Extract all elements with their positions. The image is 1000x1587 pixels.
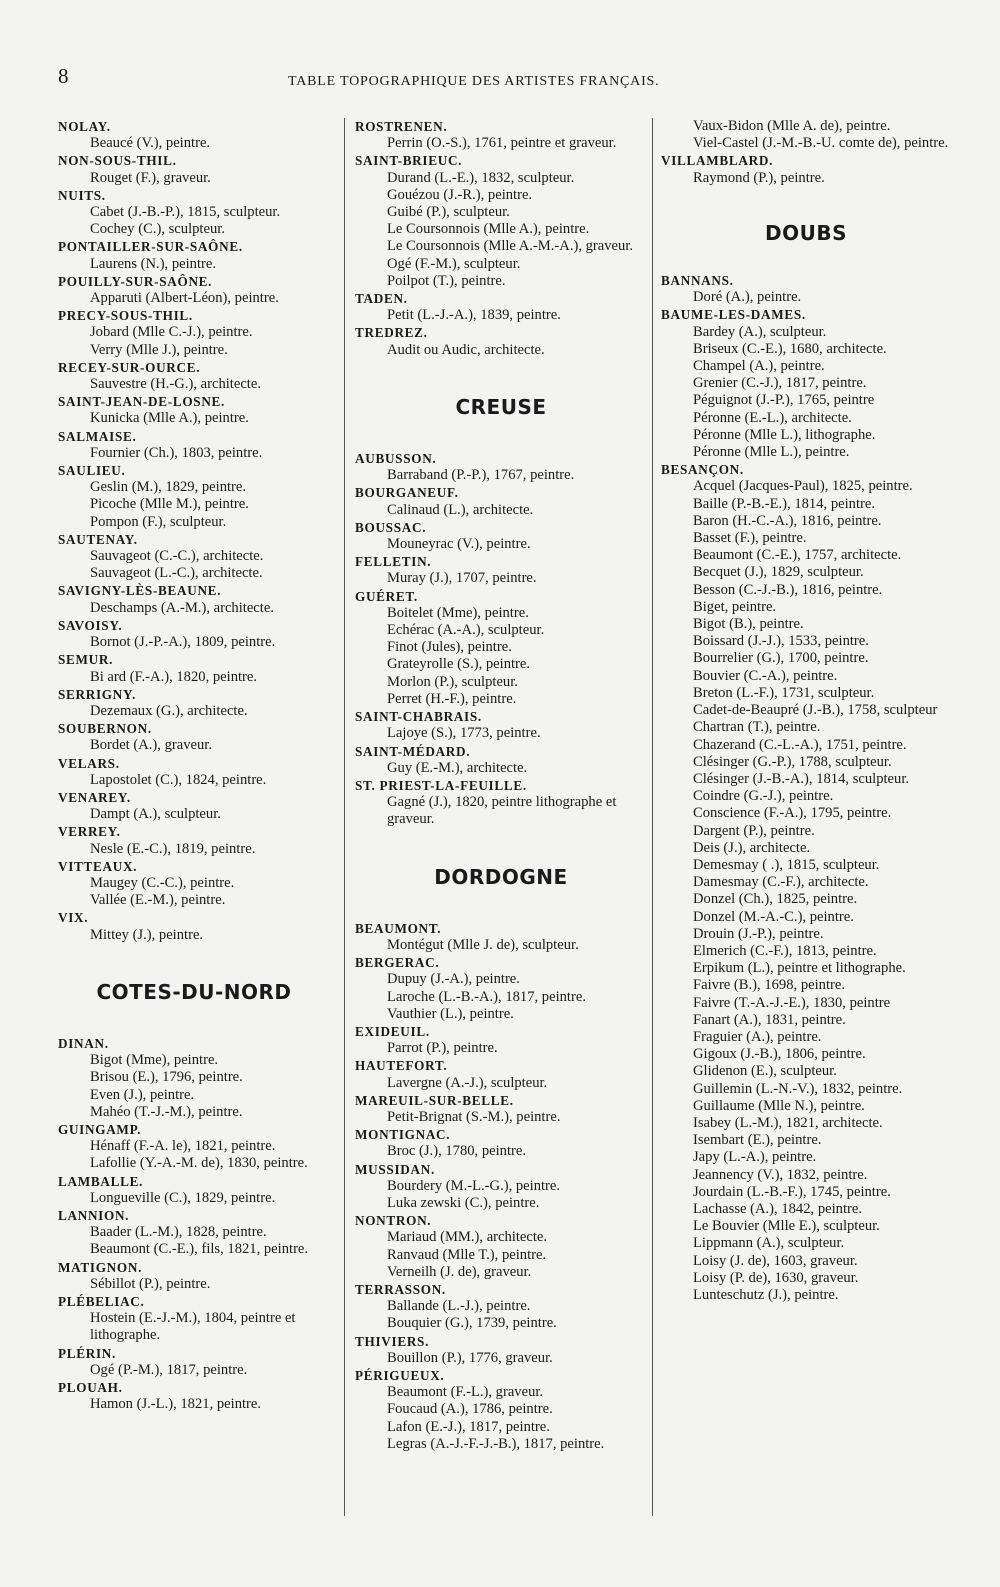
page-header <box>58 62 698 92</box>
column-2 <box>355 118 647 1453</box>
artist-entry: Luka zewski (C.), peintre. <box>387 1194 540 1211</box>
artist-entry: Brisou (E.), 1796, peintre. <box>90 1069 243 1086</box>
artist-entry: Dezemaux (G.), architecte. <box>90 702 248 719</box>
artist-entry: Perret (H.-F.), peintre. <box>387 690 517 707</box>
artist-entry: Bigot (Mme), peintre. <box>90 1052 219 1069</box>
running-title: TABLE TOPOGRAPHIQUE DES ARTISTES FRANÇAIS. <box>288 74 660 89</box>
artist-entry: Basset (F.), peintre. <box>693 530 807 547</box>
artist-entry: Péronne (Mlle L.), peintre. <box>693 444 850 461</box>
artist-entry: Montégut (Mlle J. de), sculpteur. <box>387 936 579 953</box>
artist-entry: Laroche (L.-B.-A.), 1817, peintre. <box>387 988 586 1005</box>
town-heading: GUÉRET. <box>355 588 418 604</box>
artist-entry: Broc (J.), 1780, peintre. <box>387 1143 527 1160</box>
artist-entry: Lapostolet (C.), 1824, peintre. <box>90 771 267 788</box>
town-heading: VITTEAUX. <box>58 858 138 874</box>
artist-entry: Boissard (J.-J.), 1533, peintre. <box>693 633 869 650</box>
town-heading: SAUTENAY. <box>58 531 138 547</box>
town-heading: SOUBERNON. <box>58 721 152 737</box>
town-heading: THIVIERS. <box>355 1333 430 1349</box>
artist-entry: Viel-Castel (J.-M.-B.-U. comte de), peintre. <box>693 135 949 152</box>
department-heading: COTES-DU-NORD <box>96 979 292 1004</box>
artist-entry: Echérac (A.-A.), sculpteur. <box>387 622 545 639</box>
artist-entry: Le Coursonnois (Mlle A.-M.-A.), graveur. <box>387 238 634 255</box>
town-heading: RECEY-SUR-OURCE. <box>58 359 201 375</box>
artist-entry: Hénaff (F.-A. le), 1821, peintre. <box>90 1138 276 1155</box>
town-heading: SAVIGNY-LÈS-BEAUNE. <box>58 583 222 599</box>
town-heading: VENAREY. <box>58 789 131 805</box>
artist-entry: Péronne (Mlle L.), lithographe. <box>693 426 876 443</box>
artist-entry: Isembart (E.), peintre. <box>693 1132 822 1149</box>
artist-entry: Besson (C.-J.-B.), 1816, peintre. <box>693 581 883 598</box>
artist-entry: Acquel (Jacques-Paul), 1825, peintre. <box>693 478 913 495</box>
artist-entry: Japy (L.-A.), peintre. <box>693 1149 817 1166</box>
artist-entry: Bordet (A.), graveur. <box>90 737 212 754</box>
town-heading: ST. PRIEST-LA-FEUILLE. <box>355 777 527 793</box>
artist-entry: Doré (A.), peintre. <box>693 289 802 306</box>
artist-entry: Dargent (P.), peintre. <box>693 822 815 839</box>
artist-entry: Clésinger (J.-B.-A.), 1814, sculpteur. <box>693 770 910 787</box>
town-heading: MUSSIDAN. <box>355 1161 435 1177</box>
artist-entry: Bouquier (G.), 1739, peintre. <box>387 1315 557 1332</box>
artist-entry: Durand (L.-E.), 1832, sculpteur. <box>387 169 575 186</box>
artist-entry: Cabet (J.-B.-P.), 1815, sculpteur. <box>90 204 281 221</box>
artist-entry: Fraguier (A.), peintre. <box>693 1028 822 1045</box>
town-heading: MAREUIL-SUR-BELLE. <box>355 1092 514 1108</box>
artist-entry: Elmerich (C.-F.), 1813, peintre. <box>693 942 877 959</box>
artist-entry: Hamon (J.-L.), 1821, peintre. <box>90 1396 262 1413</box>
artist-entry: Ogé (P.-M.), 1817, peintre. <box>90 1361 248 1378</box>
town-heading: BEAUMONT. <box>355 920 442 936</box>
town-heading: MATIGNON. <box>58 1259 143 1275</box>
artist-entry: Picoche (Mlle M.), peintre. <box>90 496 249 513</box>
town-heading: SALMAISE. <box>58 428 137 444</box>
town-heading: PRECY-SOUS-THIL. <box>58 308 193 324</box>
artist-entry: Dampt (A.), sculpteur. <box>90 806 221 823</box>
artist-entry: Vaux-Bidon (Mlle A. de), peintre. <box>693 118 891 134</box>
department-heading: DOUBS <box>765 220 847 245</box>
artist-entry: Conscience (F.-A.), 1795, peintre. <box>693 805 892 822</box>
artist-entry: Bigot (B.), peintre. <box>693 616 804 633</box>
artist-entry: Even (J.), peintre. <box>90 1086 195 1103</box>
town-heading: POUILLY-SUR-SAÔNE. <box>58 273 213 289</box>
town-heading: SAULIEU. <box>58 463 126 479</box>
column-3 <box>661 118 951 1304</box>
town-heading: VERREY. <box>58 824 121 840</box>
artist-entry: Drouin (J.-P.), peintre. <box>693 925 824 942</box>
artist-entry: Jeannency (V.), 1832, peintre. <box>693 1166 868 1183</box>
artist-entry: Baron (H.-C.-A.), 1816, peintre. <box>693 512 882 529</box>
town-heading: ROSTRENEN. <box>355 119 448 134</box>
artist-entry: Guillemin (L.-N.-V.), 1832, peintre. <box>693 1080 903 1097</box>
artist-entry: Lunteschutz (J.), peintre. <box>693 1287 839 1303</box>
artist-entry: Mouneyrac (V.), peintre. <box>387 536 531 553</box>
artist-entry: Morlon (P.), sculpteur. <box>387 673 518 690</box>
town-heading: VELARS. <box>58 755 120 771</box>
town-heading: SERRIGNY. <box>58 686 136 702</box>
artist-entry: Sébillot (P.), peintre. <box>90 1275 211 1292</box>
artist-entry: Ballande (L.-J.), peintre. <box>387 1298 531 1315</box>
town-heading: BERGERAC. <box>355 955 440 971</box>
artist-entry: Raymond (P.), peintre. <box>693 169 825 186</box>
artist-entry: Verneilh (J. de), graveur. <box>387 1263 532 1280</box>
artist-entry: Chartran (T.), peintre. <box>693 719 821 736</box>
artist-entry: Chazerand (C.-L.-A.), 1751, peintre. <box>693 736 907 753</box>
artist-entry: Beaucé (V.), peintre. <box>90 135 211 152</box>
town-heading: SAINT-JEAN-DE-LOSNE. <box>58 394 226 410</box>
town-heading: EXIDEUIL. <box>355 1023 430 1039</box>
artist-entry: Rouget (F.), graveur. <box>90 169 211 186</box>
artist-entry: Faivre (B.), 1698, peintre. <box>693 977 845 994</box>
artist-entry: Legras (A.-J.-F.-J.-B.), 1817, peintre. <box>387 1435 605 1452</box>
artist-entry: Deschamps (A.-M.), architecte. <box>90 599 274 616</box>
artist-entry: Calinaud (L.), architecte. <box>387 501 534 518</box>
town-heading: BAUME-LES-DAMES. <box>661 307 806 323</box>
column-rule <box>344 118 345 1516</box>
artist-entry: Vallée (E.-M.), peintre. <box>90 892 226 909</box>
town-heading: TADEN. <box>355 291 408 307</box>
artist-entry: Maugey (C.-C.), peintre. <box>90 874 235 891</box>
artist-entry: Bourrelier (G.), 1700, peintre. <box>693 650 869 667</box>
artist-entry: Hostein (E.-J.-M.), 1804, peintre et lithographe. <box>90 1310 296 1344</box>
town-heading: VIX. <box>58 910 89 926</box>
town-heading: PÉRIGUEUX. <box>355 1368 445 1383</box>
town-heading: GUINGAMP. <box>58 1121 142 1137</box>
artist-entry: Boitelet (Mme), peintre. <box>387 604 529 621</box>
artist-entry: Muray (J.), 1707, peintre. <box>387 570 537 587</box>
town-heading: LAMBALLE. <box>58 1173 144 1189</box>
artist-entry: Loisy (P. de), 1630, graveur. <box>693 1269 859 1286</box>
artist-entry: Le Bouvier (Mlle E.), sculpteur. <box>693 1218 880 1235</box>
town-heading: PLÉBELIAC. <box>58 1294 145 1309</box>
artist-entry: Damesmay (C.-F.), architecte. <box>693 874 869 891</box>
artist-entry: Bourdery (M.-L.-G.), peintre. <box>387 1177 561 1194</box>
town-heading: BANNANS. <box>661 273 734 289</box>
artist-entry: Laurens (N.), peintre. <box>90 255 217 272</box>
artist-entry: Pompon (F.), sculpteur. <box>90 513 227 530</box>
artist-entry: Bouillon (P.), 1776, graveur. <box>387 1349 553 1366</box>
artist-entry: Beaumont (C.-E.), fils, 1821, peintre. <box>90 1241 309 1258</box>
artist-entry: Gigoux (J.-B.), 1806, peintre. <box>693 1046 866 1063</box>
artist-entry: Lajoye (S.), 1773, peintre. <box>387 725 541 742</box>
column-1 <box>58 118 330 1413</box>
town-heading: BESANÇON. <box>661 462 744 478</box>
artist-entry: Péguignot (J.-P.), 1765, peintre <box>693 392 875 409</box>
town-heading: NOLAY. <box>58 119 111 134</box>
artist-entry: Guy (E.-M.), architecte. <box>387 759 528 776</box>
artist-entry: Dupuy (J.-A.), peintre. <box>387 971 520 988</box>
town-heading: NONTRON. <box>355 1213 432 1229</box>
artist-entry: Kunicka (Mlle A.), peintre. <box>90 410 249 427</box>
artist-entry: Péronne (E.-L.), architecte. <box>693 409 852 426</box>
artist-entry: Finot (Jules), peintre. <box>387 639 512 656</box>
artist-entry: Sauvageot (C.-C.), architecte. <box>90 548 264 565</box>
artist-entry: Baader (L.-M.), 1828, peintre. <box>90 1224 267 1241</box>
artist-entry: Verry (Mlle J.), peintre. <box>90 341 228 358</box>
department-heading: DORDOGNE <box>434 864 568 889</box>
town-heading: HAUTEFORT. <box>355 1058 448 1074</box>
artist-entry: Breton (L.-F.), 1731, sculpteur. <box>693 684 875 701</box>
artist-entry: Faivre (T.-A.-J.-E.), 1830, peintre <box>693 994 891 1011</box>
artist-entry: Lachasse (A.), 1842, peintre. <box>693 1200 862 1217</box>
town-heading: AUBUSSON. <box>355 451 437 467</box>
artist-entry: Nesle (E.-C.), 1819, peintre. <box>90 840 256 857</box>
artist-entry: Petit (L.-J.-A.), 1839, peintre. <box>387 307 561 324</box>
artist-entry: Ranvaud (Mlle T.), peintre. <box>387 1246 547 1263</box>
artist-entry: Erpikum (L.), peintre et lithographe. <box>693 960 906 977</box>
town-heading: DINAN. <box>58 1035 109 1051</box>
artist-entry: Apparuti (Albert-Léon), peintre. <box>90 290 279 307</box>
artist-entry: Mahéo (T.-J.-M.), peintre. <box>90 1103 243 1120</box>
artist-entry: Longueville (C.), 1829, peintre. <box>90 1189 276 1206</box>
town-heading: LANNION. <box>58 1207 130 1223</box>
town-heading: SEMUR. <box>58 652 114 668</box>
town-heading: FELLETIN. <box>355 554 432 570</box>
artist-entry: Grenier (C.-J.), 1817, peintre. <box>693 375 867 392</box>
column-rule <box>652 118 653 1516</box>
artist-entry: Guibé (P.), sculpteur. <box>387 204 510 221</box>
artist-entry: Gagné (J.), 1820, peintre lithographe et graveur. <box>387 794 617 828</box>
town-heading: SAINT-BRIEUC. <box>355 153 463 169</box>
artist-entry: Cochey (C.), sculpteur. <box>90 221 225 238</box>
artist-entry: Loisy (J. de), 1603, graveur. <box>693 1252 858 1269</box>
artist-entry: Guillaume (Mlle N.), peintre. <box>693 1097 865 1114</box>
artist-entry: Isabey (L.-M.), 1821, architecte. <box>693 1114 883 1131</box>
artist-entry: Beaumont (F.-L.), graveur. <box>387 1384 544 1401</box>
artist-entry: Bouvier (C.-A.), peintre. <box>693 667 838 684</box>
artist-entry: Champel (A.), peintre. <box>693 358 825 375</box>
town-heading: PLÉRIN. <box>58 1345 117 1361</box>
artist-entry: Lafon (E.-J.), 1817, peintre. <box>387 1418 550 1435</box>
artist-entry: Donzel (Ch.), 1825, peintre. <box>693 891 858 908</box>
artist-entry: Foucaud (A.), 1786, peintre. <box>387 1401 553 1418</box>
artist-entry: Baille (P.-B.-E.), 1814, peintre. <box>693 495 875 512</box>
town-heading: TREDREZ. <box>355 325 428 341</box>
artist-entry: Cadet-de-Beaupré (J.-B.), 1758, sculpteur <box>693 702 938 719</box>
artist-entry: Le Coursonnois (Mlle A.), peintre. <box>387 221 590 238</box>
artist-entry: Lippmann (A.), sculpteur. <box>693 1235 845 1252</box>
artist-entry: Bi ard (F.-A.), 1820, peintre. <box>90 668 258 685</box>
town-heading: NUITS. <box>58 187 106 203</box>
town-heading: SAVOISY. <box>58 617 123 633</box>
artist-entry: Coindre (G.-J.), peintre. <box>693 788 834 805</box>
artist-entry: Fanart (A.), 1831, peintre. <box>693 1011 846 1028</box>
artist-entry: Gouézou (J.-R.), peintre. <box>387 186 533 203</box>
artist-entry: Bardey (A.), sculpteur. <box>693 323 827 340</box>
artist-entry: Glidenon (E.), sculpteur. <box>693 1063 837 1080</box>
artist-entry: Perrin (O.-S.), 1761, peintre et graveur. <box>387 135 617 152</box>
artist-entry: Deis (J.), architecte. <box>693 839 811 856</box>
artist-entry: Lafollie (Y.-A.-M. de), 1830, peintre. <box>90 1155 308 1172</box>
town-heading: NON-SOUS-THIL. <box>58 153 177 169</box>
artist-entry: Poilpot (T.), peintre. <box>387 272 506 289</box>
town-heading: TERRASSON. <box>355 1281 446 1297</box>
artist-entry: Jourdain (L.-B.-F.), 1745, peintre. <box>693 1183 891 1200</box>
artist-entry: Jobard (Mlle C.-J.), peintre. <box>90 324 253 341</box>
page-number: 8 <box>58 64 69 88</box>
artist-entry: Petit-Brignat (S.-M.), peintre. <box>387 1108 561 1125</box>
artist-entry: Biget, peintre. <box>693 598 777 615</box>
artist-entry: Audit ou Audic, architecte. <box>387 341 545 358</box>
artist-entry: Lavergne (A.-J.), sculpteur. <box>387 1074 548 1091</box>
artist-entry: Mittey (J.), peintre. <box>90 926 204 943</box>
town-heading: SAINT-MÉDARD. <box>355 743 471 759</box>
town-heading: BOURGANEUF. <box>355 485 459 501</box>
department-heading: CREUSE <box>455 394 547 419</box>
artist-entry: Sauvestre (H.-G.), architecte. <box>90 376 261 393</box>
artist-entry: Bornot (J.-P.-A.), 1809, peintre. <box>90 634 276 651</box>
artist-entry: Vauthier (L.), peintre. <box>387 1005 514 1022</box>
artist-entry: Barraband (P.-P.), 1767, peintre. <box>387 467 575 484</box>
artist-entry: Demesmay ( .), 1815, sculpteur. <box>693 856 880 873</box>
artist-entry: Sauvageot (L.-C.), architecte. <box>90 565 263 582</box>
artist-entry: Parrot (P.), peintre. <box>387 1040 498 1057</box>
artist-entry: Mariaud (MM.), architecte. <box>387 1229 548 1246</box>
town-heading: PLOUAH. <box>58 1380 123 1396</box>
artist-entry: Beaumont (C.-E.), 1757, architecte. <box>693 547 902 564</box>
town-heading: SAINT-CHABRAIS. <box>355 709 482 725</box>
artist-entry: Grateyrolle (S.), peintre. <box>387 656 531 673</box>
town-heading: MONTIGNAC. <box>355 1127 451 1143</box>
town-heading: PONTAILLER-SUR-SAÔNE. <box>58 239 243 255</box>
artist-entry: Geslin (M.), 1829, peintre. <box>90 479 247 496</box>
artist-entry: Becquet (J.), 1829, sculpteur. <box>693 564 864 581</box>
town-heading: VILLAMBLARD. <box>661 153 774 169</box>
artist-entry: Donzel (M.-A.-C.), peintre. <box>693 908 854 925</box>
artist-entry: Fournier (Ch.), 1803, peintre. <box>90 444 263 461</box>
artist-entry: Ogé (F.-M.), sculpteur. <box>387 255 521 272</box>
town-heading: BOUSSAC. <box>355 519 427 535</box>
artist-entry: Briseux (C.-E.), 1680, architecte. <box>693 340 887 357</box>
artist-entry: Clésinger (G.-P.), 1788, sculpteur. <box>693 753 892 770</box>
